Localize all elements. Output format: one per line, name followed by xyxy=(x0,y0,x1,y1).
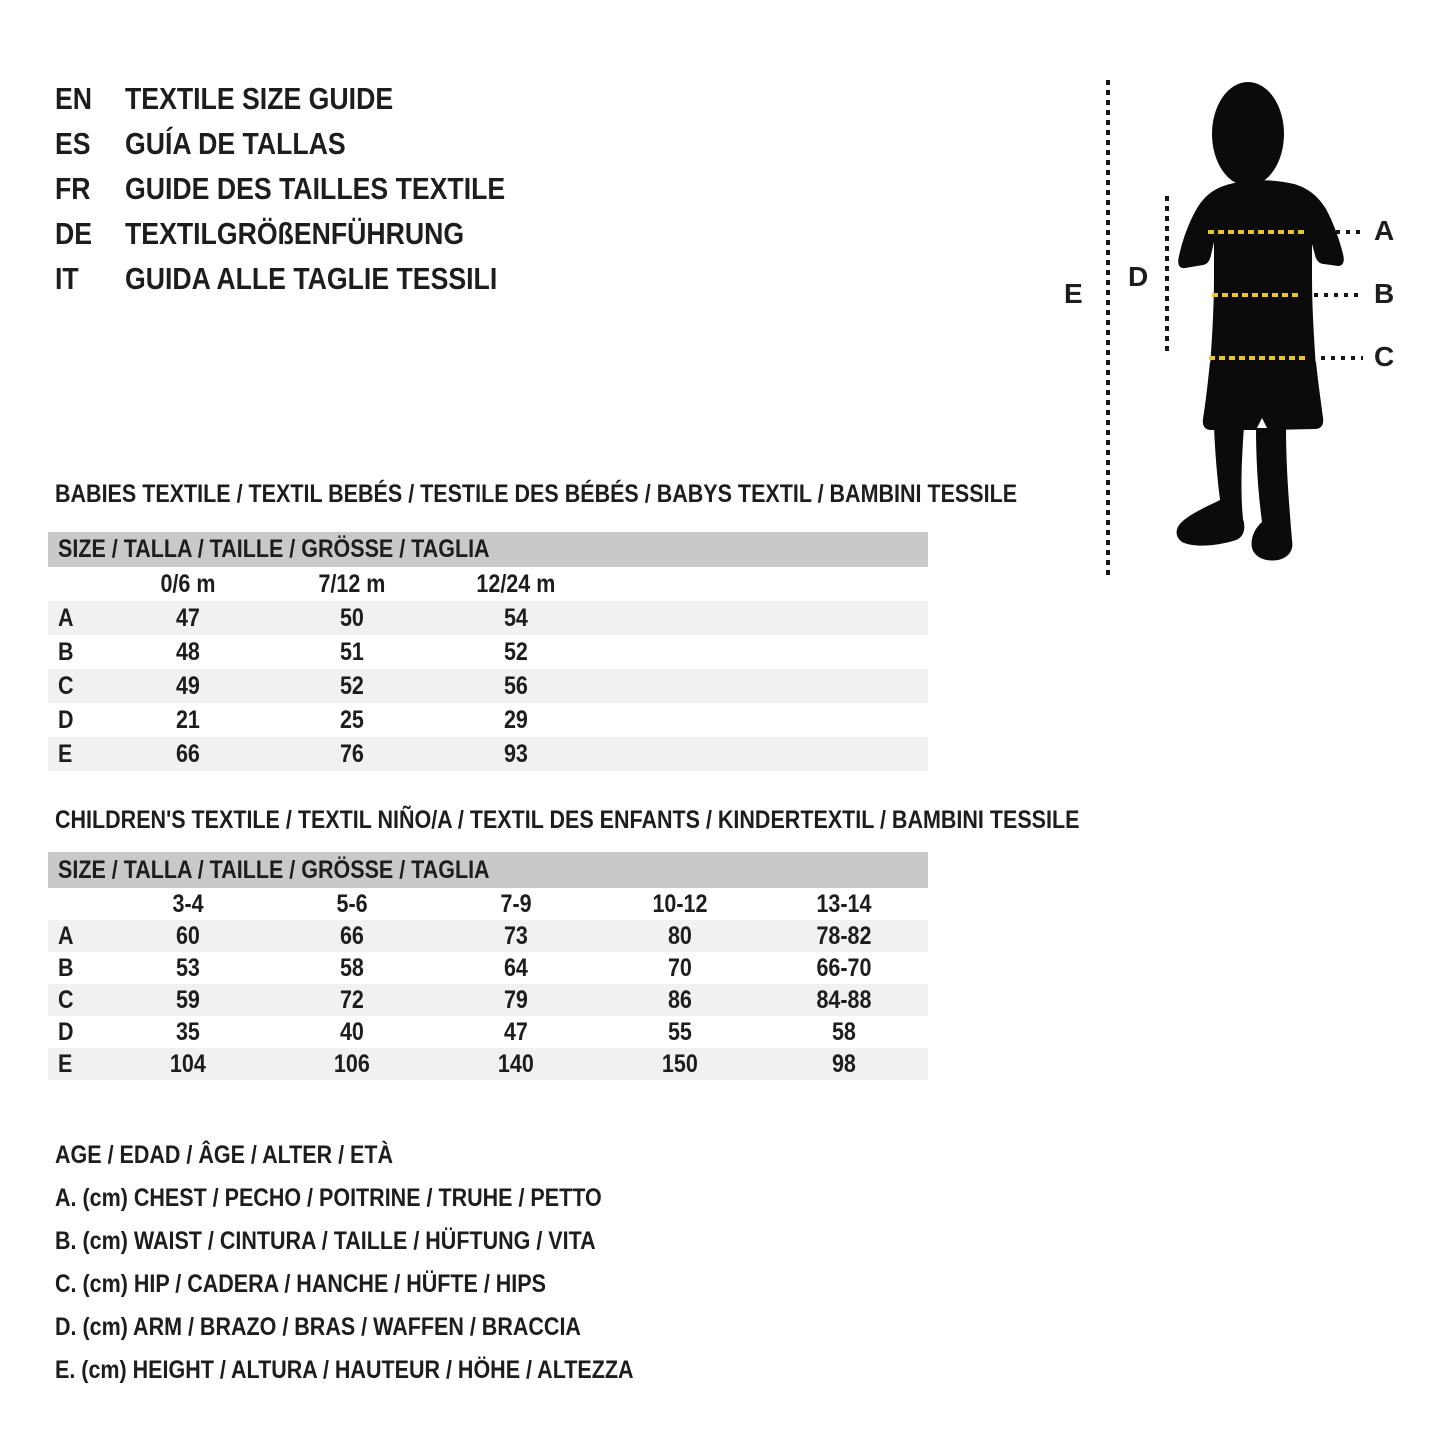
table-row xyxy=(48,601,928,635)
cell: 21 xyxy=(176,705,200,734)
height-label-e: E xyxy=(1064,278,1083,309)
cell: 54 xyxy=(504,603,528,632)
row-label: B xyxy=(58,637,74,666)
cell: 58 xyxy=(340,953,364,982)
chest-label-a: A xyxy=(1374,215,1395,246)
table-row xyxy=(48,737,928,771)
children-section-heading: CHILDREN'S TEXTILE / TEXTIL NIÑO/A / TEXTIL DES ENFANTS / KINDERTEXTIL / BAMBINI TESSILE xyxy=(55,806,1080,834)
language-code: EN xyxy=(55,81,93,116)
cell: 78-82 xyxy=(816,921,872,950)
language-row-en xyxy=(55,76,567,121)
table-row xyxy=(48,1016,928,1048)
legend-line-hip: C. (cm) HIP / CADERA / HANCHE / HÜFTE / HIPS xyxy=(55,1270,546,1298)
column-header: 12/24 m xyxy=(476,569,556,598)
legend-line-age: AGE / EDAD / ÂGE / ALTER / ETÀ xyxy=(55,1141,394,1169)
language-row-de xyxy=(55,211,567,256)
cell: 79 xyxy=(504,985,528,1014)
column-header: 7/12 m xyxy=(318,569,386,598)
language-code: DE xyxy=(55,216,93,251)
waist-line-b-dash xyxy=(1212,293,1302,297)
cell: 52 xyxy=(340,671,364,700)
cell: 66 xyxy=(176,739,200,768)
children-size-bar xyxy=(48,852,928,888)
size-bar-label: SIZE / TALLA / TAILLE / GRÖSSE / TAGLIA xyxy=(58,535,490,563)
cell: 64 xyxy=(504,953,528,982)
column-header: 7-9 xyxy=(500,889,532,918)
cell: 72 xyxy=(340,985,364,1014)
cell: 140 xyxy=(498,1049,534,1078)
hip-line-c-dash xyxy=(1209,356,1309,360)
legend-line-waist: B. (cm) WAIST / CINTURA / TAILLE / HÜFTUNG / VITA xyxy=(55,1227,596,1255)
cell: 48 xyxy=(176,637,200,666)
legend-line-arm: D. (cm) ARM / BRAZO / BRAS / WAFFEN / BRACCIA xyxy=(55,1313,581,1341)
babies-size-bar xyxy=(48,532,928,567)
babies-column-header-row xyxy=(48,567,928,601)
arm-line-d xyxy=(1165,196,1169,353)
cell: 55 xyxy=(668,1017,692,1046)
row-label: D xyxy=(58,1017,74,1046)
child-silhouette xyxy=(1170,76,1350,576)
cell: 86 xyxy=(668,985,692,1014)
row-label: E xyxy=(58,1049,73,1078)
language-title: TEXTILGRÖßENFÜHRUNG xyxy=(125,216,465,251)
column-header: 5-6 xyxy=(336,889,368,918)
row-label: C xyxy=(58,671,74,700)
cell: 40 xyxy=(340,1017,364,1046)
table-row xyxy=(48,952,928,984)
legend-line-chest: A. (cm) CHEST / PECHO / POITRINE / TRUHE / PETTO xyxy=(55,1184,602,1212)
row-label: D xyxy=(58,705,74,734)
babies-section-heading: BABIES TEXTILE / TEXTIL BEBÉS / TESTILE DES BÉBÉS / BABYS TEXTIL / BAMBINI TESSILE xyxy=(55,480,1018,508)
column-header: 10-12 xyxy=(652,889,708,918)
row-label: C xyxy=(58,985,74,1014)
cell: 29 xyxy=(504,705,528,734)
cell: 51 xyxy=(340,637,364,666)
cell: 35 xyxy=(176,1017,200,1046)
column-header: 0/6 m xyxy=(160,569,216,598)
cell: 56 xyxy=(504,671,528,700)
cell: 49 xyxy=(176,671,200,700)
cell: 98 xyxy=(832,1049,856,1078)
cell: 47 xyxy=(504,1017,528,1046)
language-code: IT xyxy=(55,261,79,296)
column-header: 3-4 xyxy=(172,889,204,918)
language-title: GUÍA DE TALLAS xyxy=(125,126,346,161)
column-header: 13-14 xyxy=(816,889,872,918)
cell: 50 xyxy=(340,603,364,632)
language-title: GUIDA ALLE TAGLIE TESSILI xyxy=(125,261,498,296)
row-label: A xyxy=(58,921,74,950)
table-row xyxy=(48,669,928,703)
cell: 76 xyxy=(340,739,364,768)
cell: 66 xyxy=(340,921,364,950)
cell: 52 xyxy=(504,637,528,666)
cell: 60 xyxy=(176,921,200,950)
arm-label-d: D xyxy=(1128,261,1149,292)
row-label: B xyxy=(58,953,74,982)
table-row xyxy=(48,635,928,669)
chest-line-a-dash xyxy=(1208,230,1304,234)
cell: 59 xyxy=(176,985,200,1014)
cell: 73 xyxy=(504,921,528,950)
cell: 58 xyxy=(832,1017,856,1046)
language-code: FR xyxy=(55,171,91,206)
row-label: E xyxy=(58,739,73,768)
table-row xyxy=(48,984,928,1016)
table-row xyxy=(48,920,928,952)
cell: 25 xyxy=(340,705,364,734)
cell: 66-70 xyxy=(816,953,872,982)
language-row-es xyxy=(55,121,567,166)
cell: 106 xyxy=(334,1049,370,1078)
language-title: TEXTILE SIZE GUIDE xyxy=(125,81,394,116)
table-row xyxy=(48,1048,928,1080)
language-title-block xyxy=(55,76,567,301)
children-column-header-row xyxy=(48,888,928,920)
language-code: ES xyxy=(55,126,91,161)
measurement-legend xyxy=(55,1134,728,1392)
cell: 47 xyxy=(176,603,200,632)
cell: 104 xyxy=(170,1049,206,1078)
cell: 93 xyxy=(504,739,528,768)
babies-size-table xyxy=(48,532,928,771)
language-title: GUIDE DES TAILLES TEXTILE xyxy=(125,171,506,206)
cell: 53 xyxy=(176,953,200,982)
cell: 80 xyxy=(668,921,692,950)
legend-line-height: E. (cm) HEIGHT / ALTURA / HAUTEUR / HÖHE / ALTEZZA xyxy=(55,1356,634,1384)
waist-label-b: B xyxy=(1374,278,1395,309)
hip-label-c: C xyxy=(1374,341,1395,372)
size-bar-label: SIZE / TALLA / TAILLE / GRÖSSE / TAGLIA xyxy=(58,855,490,884)
language-row-it xyxy=(55,256,567,301)
cell: 150 xyxy=(662,1049,698,1078)
cell: 84-88 xyxy=(816,985,872,1014)
cell: 70 xyxy=(668,953,692,982)
row-label: A xyxy=(58,603,74,632)
language-row-fr xyxy=(55,166,567,211)
table-row xyxy=(48,703,928,737)
children-size-table xyxy=(48,852,928,1080)
